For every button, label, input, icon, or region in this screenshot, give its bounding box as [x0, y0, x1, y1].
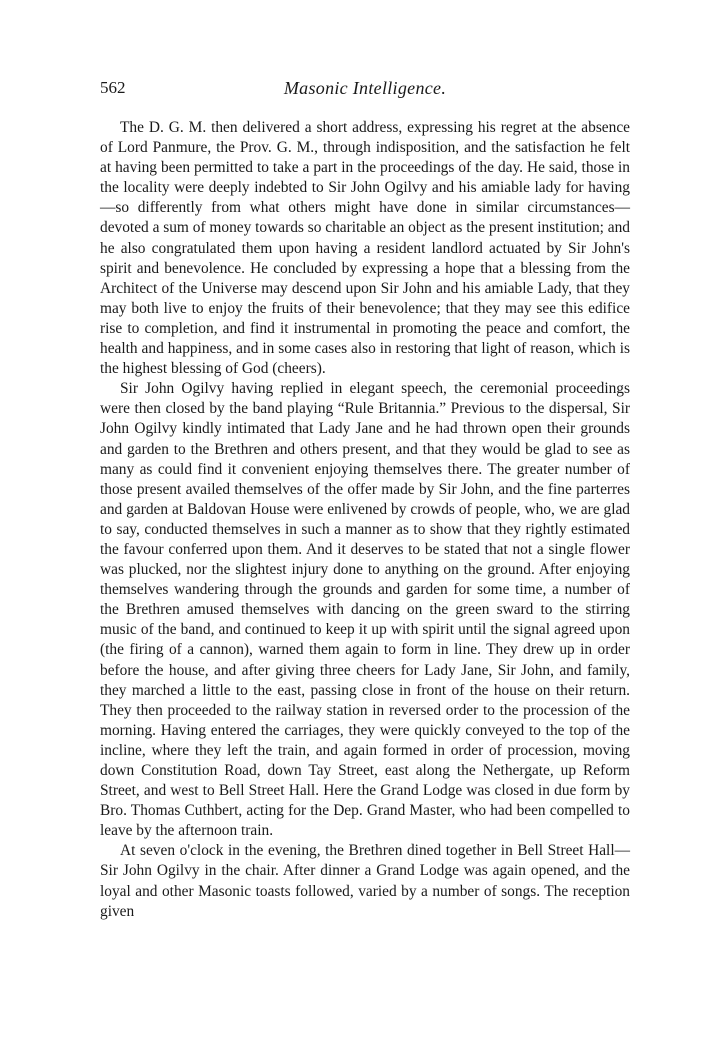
paragraph-address: The D. G. M. then delivered a short address, expressing his regret at the absence of Lord Panmure, the Prov. G. M., through indisposition, and the satisfaction he felt at having been permitted to take a part in the proceedings of the day. He said, those in the locality were deeply indebted to Sir John Ogilvy and his amiable lady for having—so differently from what others might have done in similar circumstances—devoted a sum of money towards so charitable an object as the present institution; and he also congratulated them upon having a resident landlord actuated by Sir John's spirit and benevolence. He concluded by expressing a hope that a blessing from the Architect of the Universe may descend upon Sir John and his amiable Lady, that they may both live to enjoy the fruits of their benevolence; that they may see this edifice rise to completion, and find it instrumental in promoting the peace and comfort, the health and happiness, and in some cases also in restoring that light of reason, which is the highest blessing of God (cheers). [100, 119, 630, 378]
running-title: Masonic Intelligence. [283, 78, 447, 98]
body-text [100, 118, 630, 922]
page-header [100, 78, 630, 102]
paragraph-dinner: At seven o'clock in the evening, the Brethren dined together in Bell Street Hall—Sir John Ogilvy in the chair. After dinner a Grand Lodge was again opened, and the loyal and other Masonic toasts followed, varied by a number of songs. The reception given [100, 842, 630, 920]
page-number: 562 [100, 78, 126, 97]
paragraph-proceedings: Sir John Ogilvy having replied in elegant speech, the ceremonial proceedings were then closed by the band playing “Rule Britannia.” Previous to the dispersal, Sir John Ogilvy kindly intimated that Lady Jane and he had thrown open their grounds and garden to the Brethren and others present, and that they would be glad to see as many as could find it convenient enjoying themselves there. The greater number of those present availed themselves of the offer made by Sir John, and the fine parterres and garden at Baldovan House were enlivened by crowds of people, who, we are glad to say, conducted themselves in such a manner as to show that they rightly estimated the favour conferred upon them. And it deserves to be stated that not a single flower was plucked, nor the slightest injury done to anything on the ground. After enjoying themselves wandering through the grounds and garden for some time, a number of the Brethren amused themselves with dancing on the green sward to the stirring music of the band, and continued to keep it up with spirit until the signal agreed upon (the firing of a cannon), warned them again to form in line. They drew up in order before the house, and after giving three cheers for Lady Jane, Sir John, and family, they marched a little to the east, passing close in front of the house on their return. They then proceeded to the railway station in reversed order to the procession of the morning. Having entered the carriages, they were quickly conveyed to the top of the incline, where they left the train, and again formed in order of procession, moving down Constitution Road, down Tay Street, east along the Nethergate, up Reform Street, and west to Bell Street Hall. Here the Grand Lodge was closed in due form by Bro. Thomas Cuthbert, acting for the Dep. Grand Master, who had been compelled to leave by the afternoon train. [100, 380, 630, 840]
